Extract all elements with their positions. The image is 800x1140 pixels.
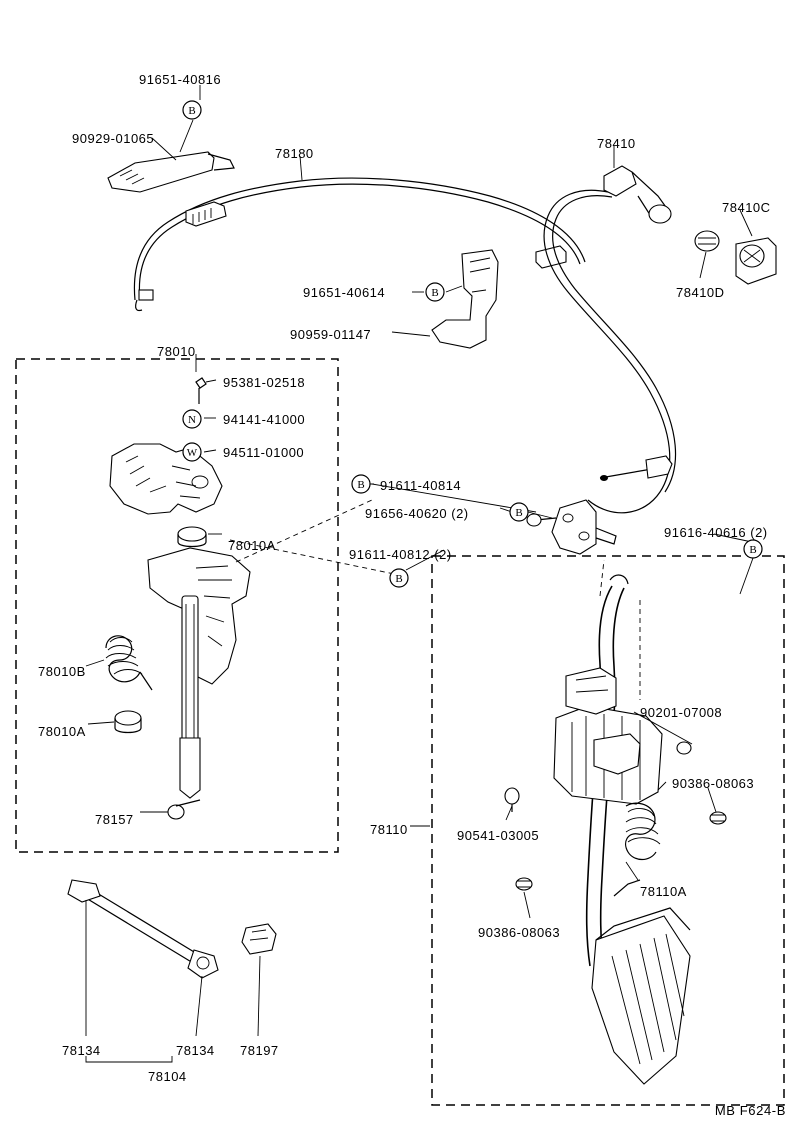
label-78010: 78010: [157, 344, 196, 359]
cable-adjuster-barrel: [186, 202, 226, 226]
label-95381-02518: 95381-02518: [223, 375, 306, 390]
leader-78134-right: [196, 976, 202, 1036]
rod-tip: [600, 475, 608, 481]
label-78410C: 78410C: [722, 200, 771, 215]
leader-94511-01000: [204, 450, 216, 452]
leader-78010A-bottom: [88, 722, 114, 724]
lower-bracket-78010: [148, 548, 250, 684]
label-94511-01000: 94511-01000: [223, 445, 305, 460]
svg-text:N: N: [188, 414, 196, 426]
label-78010A-bot: 78010A: [38, 724, 86, 739]
svg-text:B: B: [188, 105, 196, 117]
leader-78410D: [700, 252, 706, 278]
cable-78410-fitting: [604, 166, 636, 196]
spring-78110A-turns: [626, 809, 660, 844]
label-78104: 78104: [148, 1069, 187, 1084]
cable-78180-outer: [134, 178, 585, 300]
leader-dashed-pedal: [600, 560, 604, 596]
label-78134-right: 78134: [176, 1043, 215, 1058]
leader-91651-40816-b: [180, 120, 193, 152]
nut-90386-08063-b: [516, 878, 532, 890]
leader-95381-02518: [206, 380, 216, 382]
cable-tail-end: [139, 290, 153, 300]
leader-91651-40614-b: [446, 286, 462, 292]
label-78010B: 78010B: [38, 664, 86, 679]
spring-78110A-arm: [614, 880, 640, 896]
spring-78110A: [626, 803, 656, 859]
label-90386-08063-b: 90386-08063: [478, 925, 561, 940]
label-91651-40816: 91651-40816: [139, 72, 222, 87]
shaft-lower-end: [180, 738, 200, 798]
leader-91616-40616-b: [740, 558, 753, 594]
housing-center-block: [594, 734, 640, 774]
svg-text:B: B: [431, 287, 439, 299]
leader-90929-01065: [152, 138, 176, 160]
bushing-78010A-bottom: [115, 711, 141, 725]
label-90959-01147: 90959-01147: [290, 327, 372, 342]
leader-90386-08063-a: [658, 782, 666, 790]
label-91611-40814: 91611-40814: [380, 478, 462, 493]
washer-78010A-top: [178, 527, 206, 541]
leader-78010B: [86, 660, 104, 666]
pedal-pad: [592, 916, 690, 1084]
label-91611-40812: 91611-40812 (2): [349, 547, 452, 562]
label-78110: 78110: [370, 822, 408, 837]
cable-78180-inner: [139, 184, 580, 300]
part-78410D-washer: [695, 231, 719, 251]
label-78197: 78197: [240, 1043, 279, 1058]
svg-text:B: B: [357, 479, 365, 491]
label-78157: 78157: [95, 812, 134, 827]
bracket-90959-01147: [432, 250, 498, 348]
label-94141-41000: 94141-41000: [223, 412, 306, 427]
label-78180: 78180: [275, 146, 314, 161]
leader-90959-01147: [392, 332, 430, 336]
label-90201-07008: 90201-07008: [640, 705, 723, 720]
cable-end-boot-90929: [108, 152, 214, 192]
label-78410: 78410: [597, 136, 636, 151]
leader-90386-08063-b: [524, 892, 530, 918]
clip-78157: [168, 805, 184, 819]
label-90541-03005: 90541-03005: [457, 828, 540, 843]
clip-78157-arm: [176, 800, 200, 806]
rod-end-right-78134: [188, 950, 218, 978]
diagram-footer-code: MB F624-B: [714, 1103, 786, 1118]
label-91616-40616: 91616-40616 (2): [664, 525, 768, 540]
label-78110A: 78110A: [640, 884, 687, 899]
nut-90386-08063-a: [710, 812, 726, 824]
rod-78104: [92, 890, 204, 958]
label-91651-40614: 91651-40614: [303, 285, 386, 300]
leader-78197: [258, 956, 260, 1036]
label-78010A-top: 78010A: [228, 538, 276, 553]
label-90386-08063-a: 90386-08063: [672, 776, 755, 791]
spring-78010B-turns: [106, 638, 142, 675]
leader-78110A: [626, 862, 638, 880]
cable-flange-plate: [552, 500, 596, 554]
label-91656-40620: 91656-40620 (2): [365, 506, 469, 521]
pedal-arm-top: [610, 575, 628, 584]
flange-stub-end: [527, 514, 541, 526]
label-90929-01065: 90929-01065: [72, 131, 155, 146]
lever-casting-78010: [110, 444, 222, 514]
spring-hook: [140, 672, 152, 690]
rod-78104-2: [86, 898, 198, 966]
svg-text:B: B: [749, 544, 757, 556]
label-78134-left: 78134: [62, 1043, 101, 1058]
leader-90541-03005: [506, 806, 512, 820]
screw-95381-head: [196, 378, 206, 388]
svg-text:W: W: [186, 447, 198, 459]
clip-90201-07008: [677, 742, 691, 754]
label-78410D: 78410D: [676, 285, 725, 300]
flange-stub-right: [596, 528, 616, 544]
cable-tail-bend: [136, 300, 142, 311]
leader-90386-08063-a2: [708, 788, 716, 812]
bolt-90541-03005: [505, 788, 519, 804]
spring-78010B-coil: [106, 636, 140, 682]
rod-end-left-78134: [68, 880, 100, 902]
svg-text:B: B: [515, 507, 523, 519]
svg-text:B: B: [395, 573, 403, 585]
cable-78410-nut: [649, 205, 671, 223]
